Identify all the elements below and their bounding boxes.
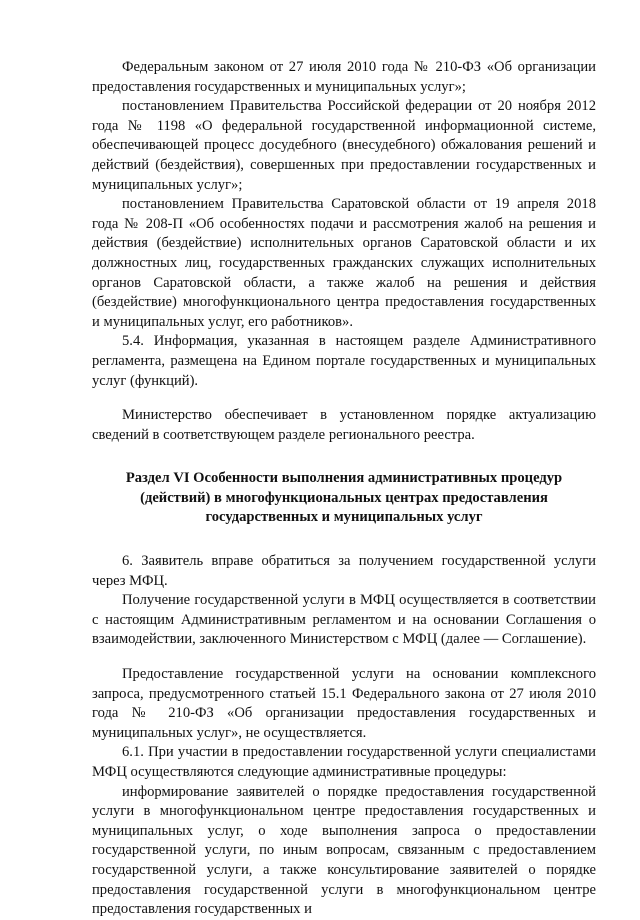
- paragraph-decree-1198: постановлением Правительства Российской федерации от 20 ноября 2012 года № 1198 «О федеральной государственной информационной системе, обеспечивающей процесс досудебного (внесудебного) обжалования решений и действий (бездействия), совершенных при предоставлении государственных и муниципальных услуг»;: [92, 98, 596, 193]
- paragraph-6: 6. Заявитель вправе обратиться за получением государственной услуги через МФЦ.: [92, 553, 596, 589]
- document-page: [92, 58, 596, 920]
- paragraph-law-210: Федеральным законом от 27 июля 2010 года № 210-ФЗ «Об организации предоставления государственных и муниципальных услуг»;: [92, 59, 596, 95]
- section-heading-line-2: (действий) в многофункциональных центрах предоставления: [140, 489, 548, 506]
- section-heading-line-3: государственных и муниципальных услуг: [205, 509, 483, 526]
- paragraph-complex-request: Предоставление государственной услуги на основании комплексного запроса, предусмотренного статьей 15.1 Федерального закона от 27 июля 2010 года № 210-ФЗ «Об организации предоставления государственных и муниципальных услуг», не осуществляется.: [92, 666, 596, 741]
- paragraph-6-1: 6.1. При участии в предоставлении государственной услуги специалистами МФЦ осуществляются следующие административные процедуры:: [92, 744, 596, 780]
- paragraph-5-4: 5.4. Информация, указанная в настоящем разделе Административного регламента, размещена на Едином портале государственных и муниципальных услуг (функций).: [92, 333, 596, 389]
- paragraph-mfc-soglashenie: Получение государственной услуги в МФЦ осуществляется в соответствии с настоящим Административным регламентом и на основании Соглашения о взаимодействии, заключенного Министерством с МФЦ (далее — Соглашение).: [92, 592, 596, 648]
- section-heading: [92, 469, 596, 528]
- paragraph-informing: информирование заявителей о порядке предоставления государственной услуги в многофункциональном центре предоставления государственных и муниципальных услуг, о ходе выполнения запроса о предоставлении государственной услуги, по иным вопросам, связанным с предоставлением государственной услуги, а также консультирование заявителей о порядке предоставления государственной услуги в многофункциональном центре предоставления государственных и: [92, 783, 596, 918]
- paragraph-ministry: Министерство обеспечивает в установленном порядке актуализацию сведений в соответствующем разделе регионального реестра.: [92, 407, 596, 443]
- paragraph-decree-208p: постановлением Правительства Саратовской области от 19 апреля 2018 года № 208-П «Об особенностях подачи и рассмотрения жалоб на решения и действия (бездействие) исполнительных органов Саратовской области и их должностных лиц, государственных гражданских служащих исполнительных органов Саратовской области, а также жалоб на решения и действия (бездействие) многофункционального центра предоставления государственных и муниципальных услуг, его работников».: [92, 196, 596, 330]
- section-heading-line-1: Раздел VI Особенности выполнения административных процедур: [125, 470, 563, 487]
